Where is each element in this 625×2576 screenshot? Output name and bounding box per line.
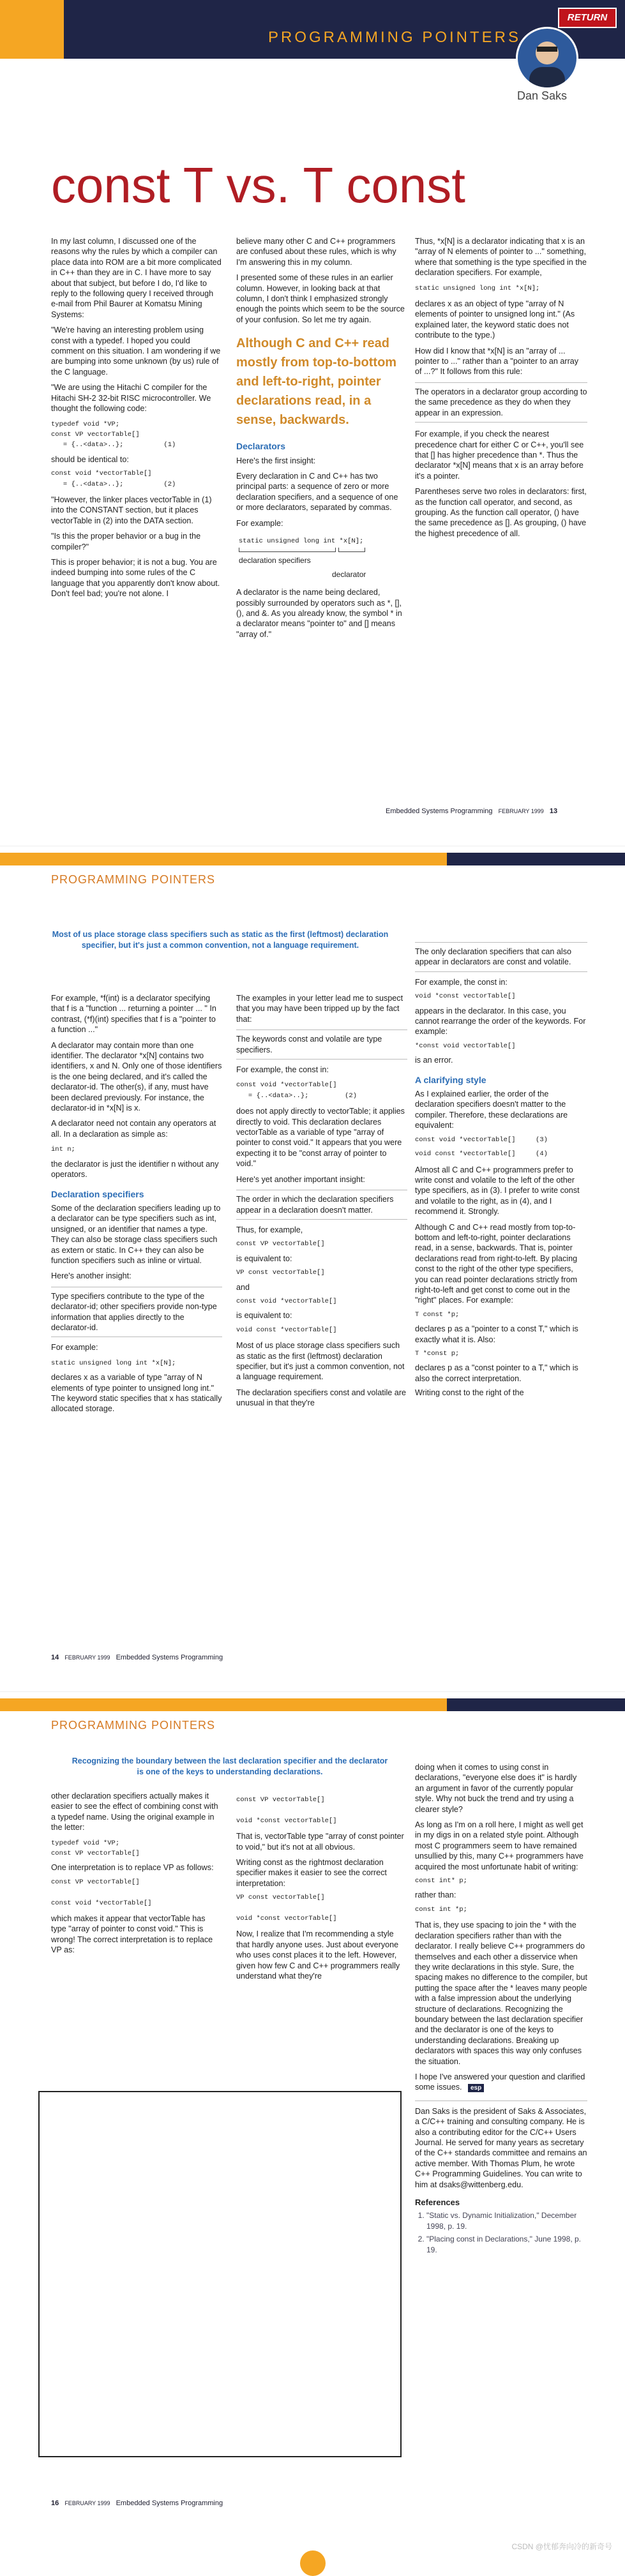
paragraph: The examples in your letter lead me to suspect that you may have been tripped up by the fact that: xyxy=(236,994,403,1024)
code-sample: T const *p; xyxy=(415,1310,460,1319)
page-3 xyxy=(0,1691,625,2565)
paragraph: is an error. xyxy=(415,1056,453,1065)
pull-quote: Most of us place storage class specifiers such as static as the first (leftmost) declaration specifier, but it's just a common convention, not a language requirement. xyxy=(52,930,389,950)
paragraph: rather than: xyxy=(415,1891,456,1900)
paragraph: Almost all C and C++ programmers prefer to write const and volatile to the left of the other type specifiers, as in (3). I prefer to write const and volatile to the right, as in (4), and I recommend it. Strongly. xyxy=(415,1165,580,1217)
avatar xyxy=(516,27,578,89)
code-sample: const int* p; xyxy=(415,1877,467,1885)
figure-bracket-left xyxy=(239,548,336,552)
code-sample: *const void vectorTable[] xyxy=(415,1042,516,1050)
paragraph: Most of us place storage class specifiers such as static as the first (leftmost) declaration specifier, but it's just a common convention, not a language requirement. xyxy=(236,1341,405,1382)
code-sample: const void *vectorTable[] (3) xyxy=(415,1135,548,1144)
paragraph: does not apply directly to vectorTable; it applies directly to void. This declaration declares vectorTable as a variable of type "array of pointer to const void." It appears that you were expecting it to be "const array of pointer to void." xyxy=(236,1107,405,1169)
code-sample-3: static unsigned long int *x[N]; xyxy=(415,284,540,292)
footer-magazine: Embedded Systems Programming xyxy=(386,807,493,815)
article-title: const T vs. T const xyxy=(51,157,465,213)
paragraph: Every declaration in C and C++ has two principal parts: a sequence of zero or more declaration specifiers, and a sequence of one or more declarators, separated by commas. xyxy=(236,472,398,513)
code-static: static unsigned long int *x[N]; xyxy=(51,1359,176,1367)
bottom-orange-dot xyxy=(300,2550,326,2576)
paragraph: Writing const as the rightmost declaration specifier makes it easier to see the correct interpretation: xyxy=(236,1858,387,1888)
paragraph: This is proper behavior; it is not a bug. You are indeed bumping into some rules of the C language that you apparently don't know about. Don't feel bad; you're not alone. I xyxy=(51,557,220,599)
paragraph: For example, *f(int) is a declarator specifying that f is a "function ... returning a pointer ... " In contrast, (*f)(int) specifies that f is a "pointer to a function ..." xyxy=(51,994,216,1035)
paragraph: doing when it comes to using const in declarations, "everyone else does it" is hardly an argument in favor of the currently popular style. Why not buck the trend and try using a clearer style? xyxy=(415,1763,577,1814)
paragraph: One interpretation is to replace VP as follows: xyxy=(51,1863,214,1873)
page1-column-1 xyxy=(51,236,222,599)
section-heading-declaration-specifiers: Declaration specifiers xyxy=(51,1188,144,1199)
code-sample: T *const p; xyxy=(415,1350,460,1358)
code-sample-1: typedef void *VP; const VP vectorTable[] = {..<data>..}; (1) xyxy=(51,420,176,449)
code-sample: const VP vectorTable[] void *const vectorTable[] xyxy=(236,1796,337,1825)
paragraph: "We are using the Hitachi C compiler for the Hitachi SH-2 32-bit RISC microcontroller. We thought the following code: xyxy=(51,383,211,414)
paragraph: For example, the const in: xyxy=(236,1065,329,1075)
page1-column-2 xyxy=(236,236,407,642)
code-sample: const int *p; xyxy=(415,1905,467,1913)
page2-column-3 xyxy=(415,942,587,1398)
code-sample: void const *vectorTable[] xyxy=(236,1326,337,1334)
paragraph: Although C and C++ read mostly from top-to-bottom and left-to-right, pointer declarations read, in a sense, backwards. That is, pointer declarations read from right-to-left. By placing const to the right of the other type specifiers, you can read pointer declarations strictly from right-to-left and get const to come out in the "right" places. For example: xyxy=(415,1222,578,1305)
paragraph: Here's yet another important insight: xyxy=(236,1174,365,1184)
paragraph: "Is this the proper behavior or a bug in the compiler?" xyxy=(51,532,201,551)
references-title: References xyxy=(415,2198,460,2208)
footer-page-number: 14 xyxy=(51,1654,59,1661)
paragraph: believe many other C and C++ programmers are confused about these rules, which is why I'm answering this in my column. xyxy=(236,237,396,267)
paragraph: Now, I realize that I'm recommending a style that hardly anyone uses. Just about everyone who uses const places it to the left. However, given how few C and C++ programmers really understand what they're xyxy=(236,1929,400,1981)
rule-callout: The only declaration specifiers that can also appear in declarators are const and volatile. xyxy=(415,942,587,972)
paragraph: "However, the linker places vectorTable in (1) into the CONSTANT section, but it places vectorTable in (2) into the DATA section. xyxy=(51,495,212,525)
paragraph: In my last column, I discussed one of the reasons why the rules by which a compiler can place data into ROM are a bit more complicated in C++ than they are in C. I have more to say about that subject, but before I do, I'd like to reply to the following query I received through e-mail from Phil Baurer at Komatsu Mining Systems: xyxy=(51,237,222,319)
page-2 xyxy=(0,846,625,1676)
paragraph: Thus, *x[N] is a declarator indicating that x is an "array of N elements of pointer to ..." something, where that something is the type specified in the declaration specifiers. For example, xyxy=(415,237,587,278)
code-sample: VP const vectorTable[] xyxy=(236,1269,325,1277)
paragraph: which makes it appear that vectorTable has type "array of pointer to const void." This is wrong! The correct interpretation is to replace VP as: xyxy=(51,1914,213,1955)
code-sample: void const *vectorTable[] (4) xyxy=(415,1150,548,1158)
code-sample: const void *vectorTable[] = {..<data>..}; (2) xyxy=(236,1081,358,1100)
rule-callout: The keywords const and volatile are type specifiers. xyxy=(236,1030,407,1060)
paragraph: Some of the declaration specifiers leading up to a declarator can be type specifiers such as int, unsigned, or an identifier that names a type. They can also be storage class specifiers such as extern or static. In C++ they can also be function specifiers such as inline or virtual. xyxy=(51,1203,221,1265)
paragraph: For example, if you check the nearest precedence chart for either C or C++, you'll see that [] has higher precedence than *. Thus the declarator *x[N] means that x is an array before it's a pointer. xyxy=(415,430,584,481)
code-sample: const VP vectorTable[] const void *vectorTable[] xyxy=(51,1878,152,1907)
footer-magazine: Embedded Systems Programming xyxy=(116,2499,223,2507)
section-heading-declarators: Declarators xyxy=(236,441,286,452)
code-sample: const VP vectorTable[] xyxy=(236,1240,325,1248)
closing-line: I hope I've answered your question and clarified some issues. xyxy=(415,2072,585,2092)
page3-header: PROGRAMMING POINTERS xyxy=(51,1719,216,1732)
paragraph: Parentheses serve two roles in declarators: first, as the function call operator, and second, as grouping. As the function call operator, () have the same precedence as []. As grouping, () have the highest precedence of all. xyxy=(415,487,587,538)
page3-footer xyxy=(51,2499,223,2507)
rule-callout: Type specifiers contribute to the type of the declarator-id; other specifiers provide non-type information that applies directly to the declarator-id. xyxy=(51,1287,222,1338)
code-sample: const void *vectorTable[] xyxy=(236,1297,337,1305)
footer-date: FEBRUARY 1999 xyxy=(64,1654,110,1661)
paragraph: "We're having an interesting problem using const with a typedef. I hoped you could comment on this situation. I am wondering if we are bumping into some unknown (by us) rule of the C language. xyxy=(51,326,221,377)
code-sample: typedef void *VP; const VP vectorTable[] xyxy=(51,1839,140,1858)
page3-orange-bar xyxy=(0,1698,447,1711)
figure-label-declarator: declarator xyxy=(332,570,366,580)
page2-orange-bar xyxy=(0,853,447,865)
paragraph: declares x as an object of type "array of N elements of pointer to unsigned long int." (As explained later, the keyword static does not contribute to the type.) xyxy=(415,299,575,340)
paragraph: declares p as a "const pointer to a T," which is also the correct interpretation. xyxy=(415,1363,578,1383)
page1-column-3 xyxy=(415,236,587,539)
paragraph: appears in the declarator. In this case, you cannot rearrange the order of the keywords. For example: xyxy=(415,1006,586,1037)
footer-page-number: 16 xyxy=(51,2499,59,2507)
paragraph: Thus, for example, xyxy=(236,1225,303,1234)
advertisement-placeholder xyxy=(38,2091,402,2457)
paragraph xyxy=(415,2072,587,2094)
paragraph: A declarator may contain more than one identifier. The declarator *x[N] contains two identifiers, x and N. Only one of those identifiers is the one being declared, and it's called the declarator-id. The other(s), if any, must have been declared previously. For instance, the declarator-id in *x[N] is x. xyxy=(51,1040,222,1113)
paragraph: For example, the const in: xyxy=(415,977,508,987)
pull-quote: Recognizing the boundary between the last declaration specifier and the declarator is one of the keys to understanding declarations. xyxy=(72,1756,388,1776)
references-list xyxy=(415,2210,587,2255)
code-sample: VP const vectorTable[] void *const vectorTable[] xyxy=(236,1894,337,1923)
figure-bracket-right xyxy=(338,548,365,552)
paragraph: Here's another insight: xyxy=(51,1271,132,1281)
reference-item: 2. "Placing const in Declarations," June 1998, p. 19. xyxy=(426,2234,587,2255)
watermark: CSDN @忧郁奔向冷的新奇号 xyxy=(511,2542,612,2551)
return-button[interactable]: RETURN xyxy=(558,8,617,28)
paragraph: Here's the first insight: xyxy=(236,456,316,465)
paragraph: A declarator need not contain any operators at all. In a declaration as simple as: xyxy=(51,1119,216,1139)
rule-callout: The order in which the declaration specifiers appear in a declaration doesn't matter. xyxy=(236,1190,407,1220)
paragraph: and xyxy=(236,1282,250,1292)
banner-title: PROGRAMMING POINTERS xyxy=(268,29,522,46)
paragraph: For example: xyxy=(51,1343,98,1352)
page3-column-1 xyxy=(51,1791,222,1961)
page2-header: PROGRAMMING POINTERS xyxy=(51,873,216,886)
banner-orange-block xyxy=(0,0,64,59)
page2-footer xyxy=(51,1654,223,1661)
paragraph: should be identical to: xyxy=(51,454,129,464)
code-sample-2: const void *vectorTable[] = {..<data>..}; (2) xyxy=(51,470,176,488)
footer-page-number: 13 xyxy=(549,807,558,815)
rule-callout: The operators in a declarator group according to the same precedence as they do when they appear in an expression. xyxy=(415,382,587,423)
paragraph: That is, they use spacing to join the * with the declaration specifiers rather than with the declarator. I really believe C++ programmers do themselves and each other a disservice when they write declarations in this style. Sure, the spacing makes no difference to the compiler, but putting the space after the * leaves many people with a false impression about the underlying structure of declarations. Recognizing the boundary between the last declaration specifier and the declarator is one of the keys to understanding declarations. Breaking up declarators with spaces this way only confuses the situation. xyxy=(415,1921,587,2066)
code-int: int n; xyxy=(51,1146,75,1154)
paragraph: The declaration specifiers const and volatile are unusual in that they're xyxy=(236,1388,407,1408)
paragraph: is equivalent to: xyxy=(236,1254,292,1263)
paragraph: I presented some of these rules in an earlier column. However, in looking back at that column, I don't think I emphasized strongly enough the points which seem to be the source of your confusion. So let me try again. xyxy=(236,273,405,324)
figure-label-specifiers: declaration specifiers xyxy=(239,556,311,565)
paragraph: How did I know that *x[N] is an "array of ... pointer to ..." rather than a "pointer to an array of ...?" It follows from this rule: xyxy=(415,346,579,377)
author-bio: Dan Saks is the president of Saks & Associates, a C/C++ training and consulting company. He is also a contributing editor for the C/C++ Users Journal. He served for many years as secretary of the C++ standards committee and remains an active member. With Thomas Plum, he wrote C++ Programming Guidelines. You can write to him at dsaks@wittenberg.edu. xyxy=(415,2100,587,2190)
pull-quote: Although C and C++ read mostly from top-to-bottom and left-to-right, pointer declarations read, in a sense, backwards. xyxy=(236,336,397,428)
page3-column-3 xyxy=(415,1762,587,2258)
paragraph: That is, vectorTable type "array of const pointer to void," but it's not at all obvious. xyxy=(236,1832,404,1852)
page3-column-2 xyxy=(236,1791,407,1987)
paragraph: Writing const to the right of the xyxy=(415,1388,524,1398)
footer-date: FEBRUARY 1999 xyxy=(498,808,544,814)
footer-date: FEBRUARY 1999 xyxy=(64,2500,110,2506)
code-sample: void *const vectorTable[] xyxy=(415,992,516,1001)
author-name: Dan Saks xyxy=(517,89,568,102)
paragraph: For example: xyxy=(236,518,283,528)
paragraph: As I explained earlier, the order of the declaration specifiers doesn't matter to the compiler. Therefore, these declarations are equivalent: xyxy=(415,1090,568,1130)
paragraph: the declarator is just the identifier n without any operators. xyxy=(51,1159,219,1179)
footer-magazine: Embedded Systems Programming xyxy=(116,1654,223,1661)
end-mark: esp xyxy=(468,2084,484,2092)
paragraph: declares p as a "pointer to a const T," which is exactly what it is. Also: xyxy=(415,1324,578,1344)
paragraph: declares x as a variable of type "array of N elements of type pointer to unsigned long int." The keyword static specifies that x has statically allocated storage. xyxy=(51,1373,222,1414)
reference-item: 1. "Static vs. Dynamic Initialization," December 1998, p. 19. xyxy=(426,2210,587,2231)
paragraph: is equivalent to: xyxy=(236,1311,292,1321)
paragraph: other declaration specifiers actually makes it easier to see the effect of combining const with a typedef name. Using the original example in the letter: xyxy=(51,1792,218,1832)
paragraph: A declarator is the name being declared, possibly surrounded by operators such as *, [], (), and &. As you already know, the symbol * in a declarator means "pointer to" and [] means "array of." xyxy=(236,588,402,639)
page1-footer xyxy=(386,807,557,815)
section-heading-clarifying-style: A clarifying style xyxy=(415,1074,486,1085)
declaration-figure xyxy=(236,534,407,585)
page-1 xyxy=(0,0,625,830)
figure-code: static unsigned long int *x[N]; xyxy=(239,537,364,546)
page2-column-2 xyxy=(236,993,407,1409)
paragraph: As long as I'm on a roll here, I might as well get in my digs in on a related style point. Although most C programmers seem to have remained unsullied by this, many C++ programmers have acquired the most unfortunate habit of writing: xyxy=(415,1820,584,1871)
